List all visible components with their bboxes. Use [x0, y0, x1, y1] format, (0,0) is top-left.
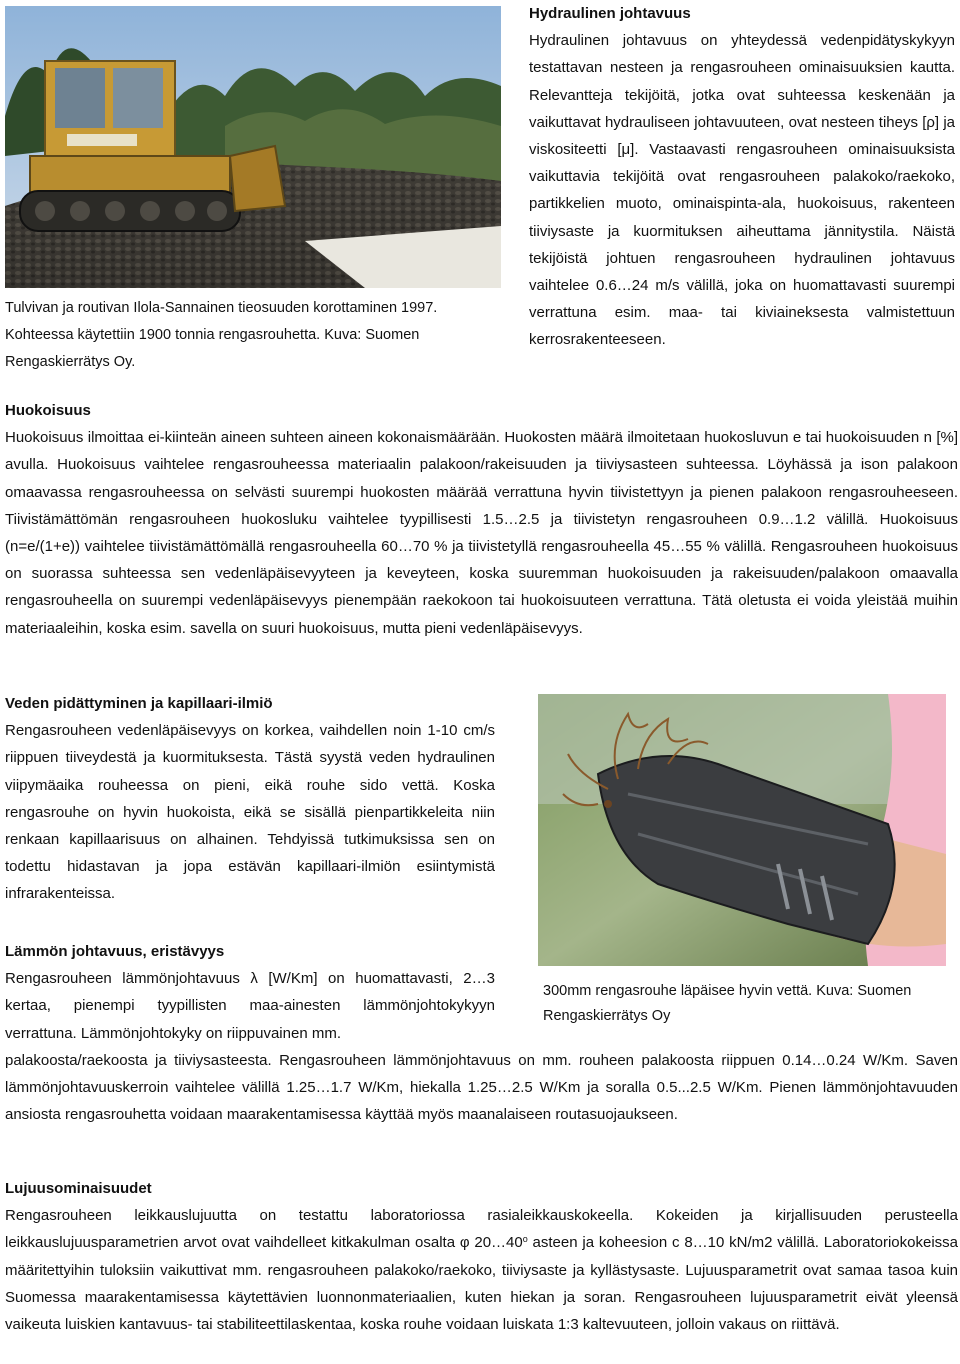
- section-heading: Veden pidättyminen ja kapillaari-ilmiö: [5, 695, 273, 712]
- tire-chip-photo-icon: [538, 694, 946, 966]
- section-body-wide: palakoosta/raekoosta ja tiiviysasteesta. Rengasrouheen lämmönjohtavuus on mm. rouheen palakoosta riippuen 0.14…0.24 W/Km. Saven lämmönjohtavuuskerroin vaihtelee välillä 1.25…1.7 W/Km, hiekalla 1.25…2.5 W/Km ja soralla 0.5...2.5 W/Km. Pienen lämmönjohtavuuden ansiosta rengasrouhetta voidaan maarakentamisessa käyttää myös maanalaiseen routasuojaukseen.: [5, 1051, 958, 1124]
- section-hydraulic-conductivity: [529, 0, 955, 354]
- section-body: Hydraulinen johtavuus on yhteydessä vedenpidätyskykyyn testattavan nesteen ja rengasrouheen ominaisuuksien kautta. Relevantteja tekijöitä, jotka ovat suhteessa keskenään ja vaikuttavat hydrauliseen johtavuuteen, ovat nesteen tiheys [ρ] ja viskositeetti [μ]. Vastaavasti rengasrouheen ominaisuuksista vaikuttavia tekijöitä ovat rengasrouheen palakoko/raekoko, partikkelien muoto, ominaispinta-ala, huokoisuus, rakenteen tiiviysaste ja kuormituksen aiheuttama jännitystila. Näistä tekijöistä johtuen rengasrouheen hydraulinen johtavuus vaihtelee 0.6…24 m/s välillä, joka on huomattavasti suurempi verrattuna esim. maa- tai kiviaineksesta valmistettuun kerrosrakenteeseen.: [529, 32, 955, 349]
- photo-caption: Tulvivan ja routivan Ilola-Sannainen tieosuuden korottaminen 1997. Kohteessa käytettiin 1900 tonnia rengasrouhetta. Kuva: Suomen Rengaskierrätys Oy.: [5, 300, 438, 370]
- section-body-narrow: Rengasrouheen lämmönjohtavuus λ [W/Km] on huomattavasti, 2…3 kertaa, pienempi tyypillisten maa-ainesten lämmönjohtokykyyn verrattuna. Lämmönjohtokyky on riippuvainen mm.: [5, 970, 495, 1042]
- photo-caption: 300mm rengasrouhe läpäisee hyvin vettä. Kuva: Suomen Rengaskierrätys Oy: [543, 983, 912, 1024]
- section-heading: Lämmön johtavuus, eristävyys: [5, 943, 225, 960]
- body-text: asteen ja koheesion c 8…10 kN/m2 välillä. Laboratoriokokeissa määritettyihin tuloksiin vaikuttivat mm. rengasrouheen palakoko/raekoko, tiiviysaste ja kyllästysaste. Lujuusparametrit ovat samaa tasoa kuin Suomessa maarakentamisessa käytettävien luonnonmateriaalien, kuten hiekan ja soran. Rengasrouheen lujuusparametrit eivät yleensä vaikeuta luiskien kantavuus- tai stabiliteettilaskentaa, koska rouhe voidaan luiskata 1:3 kaltevuuteen, jolloin vakaus on riittävä.: [5, 1234, 958, 1334]
- section-porosity: [5, 397, 958, 642]
- section-heading: Hydraulinen johtavuus: [529, 5, 691, 22]
- degree-sign: o: [522, 1234, 528, 1245]
- section-body: [5, 1202, 958, 1338]
- section-thermal-conductivity: [5, 938, 958, 1128]
- section-body: Rengasrouheen vedenläpäisevyys on korkea, vaihdellen noin 1-10 cm/s riippuen tiiveydestä ja kuormituksesta. Tästä syystä veden hydraulinen viipymäaika rouheessa on pieni, eikä rouhe sido vettä. Koska rengasrouhe on hyvin huokoista, eikä se sisällä pienpartikkeleita niin renkaan kapillaarisuus on alhainen. Tehdyissä tutkimuksissa sen on todettu hidastavan ja jopa estävän kapillaari-ilmiön esiintymistä infrarakenteissa.: [5, 722, 495, 903]
- bulldozer-photo-icon: [5, 6, 501, 288]
- section-strength: [5, 1175, 958, 1338]
- section-heading: Huokoisuus: [5, 402, 91, 419]
- section-water-retention: [5, 690, 495, 908]
- section-body: Huokoisuus ilmoittaa ei-kiinteän aineen suhteen aineen kokonaismäärään. Huokosten määrä ilmoitetaan huokosluvun e tai huokoisuuden n [%] avulla. Huokoisuus vaihtelee rengasrouheessa materiaalin palakoon/rakeisuuden ja tiiviysasteen suhteessa. Löyhässä ja ison palakoon omaavassa rengasrouheessa on selvästi suurempi huokosten määrää verrattuna hyvin tiivistettyyn ja pienen palakoon rengasrouheeseen. Tiivistämättömän rengasrouheen huokosluku vaihtelee tyypillisesti 1.5…2.5 ja tiivistetyn rengasrouheen 0.9…1.2 välillä. Huokoisuus (n=e/(1+e)) vaihtelee tiivistämättömällä rengasrouheella 60…70 % ja tiivistetyllä rengasrouheella 45…55 % välillä. Rengasrouheen huokoisuus on suorassa suhteessa sen vedenläpäisevyyteen ja keveyteen, koska suuremman huokoisuuden ja rakeisuuden/palakoon omaavalla rengasrouheella on suurempi vedenläpäisevyys pienempään raekokoon tai huokoisuuteen verrattuna. Tätä oletusta ei voida yleistää muihin materiaaleihin, koska esim. savella on suuri huokoisuus, mutta pieni vedenläpäisevyys.: [5, 429, 958, 637]
- body-text: Rengasrouheen leikkauslujuutta on testattu laboratoriossa rasialeikkauskokeella. Kokeiden ja kirjallisuuden perusteella leikkauslujuusparametrien arvot ovat vaihdelleet kitkakulman osalta φ 20…40: [5, 1207, 958, 1252]
- section-heading: Lujuusominaisuudet: [5, 1180, 152, 1197]
